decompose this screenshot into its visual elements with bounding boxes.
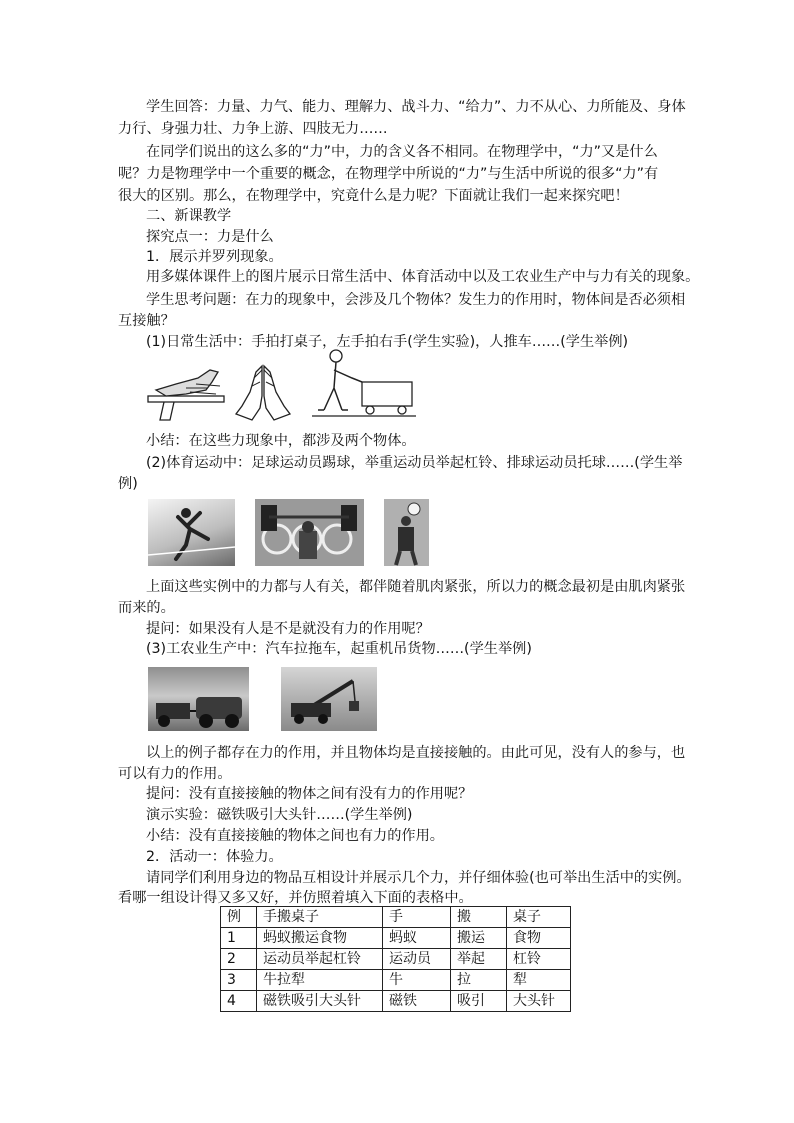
paragraph-conclusion-cont: 可以有力的作用。 [118, 766, 232, 782]
table-row [221, 928, 571, 949]
crane-lifting-cargo-photo [281, 667, 377, 731]
paragraph-multimedia: 用多媒体课件上的图片展示日常生活中、体育活动中以及工农业生产中与力有关的现象。 [146, 269, 700, 285]
table-cell: 磁铁吸引大头针 [257, 991, 383, 1012]
paragraph-sports: (2)体育运动中：足球运动员踢球，举重运动员举起杠铃、排球运动员托球……(学生举 [146, 455, 683, 471]
paragraph-intro-3: 很大的区别。那么，在物理学中，究竟什么是力呢？下面就让我们一起来探究吧！ [118, 188, 629, 204]
table-cell: 吸引 [451, 991, 507, 1012]
table-cell: 3 [221, 970, 257, 991]
paragraph-summary-1: 小结：在这些力现象中，都涉及两个物体。 [146, 433, 416, 449]
table-cell: 例 [221, 907, 257, 928]
table-cell: 食物 [507, 928, 571, 949]
paragraph-intro: 在同学们说出的这么多的“力”中，力的含义各不相同。在物理学中，“力”又是什么 [146, 144, 658, 160]
paragraph-question-3: 提问：没有直接接触的物体之间有没有力的作用呢？ [146, 786, 473, 802]
table-cell: 2 [221, 949, 257, 970]
paragraph-student-answer: 学生回答：力量、力气、能力、理解力、战斗力、“给力”、力不从心、力所能及、身体 [146, 99, 686, 115]
car-towing-trailer-photo [148, 667, 249, 731]
table-cell: 牛 [383, 970, 451, 991]
paragraph-student-answer-cont: 力行、身强力壮、力争上游、四肢无力…… [118, 121, 388, 137]
table-cell: 杠铃 [507, 949, 571, 970]
table-cell: 手搬桌子 [257, 907, 383, 928]
table-row [221, 949, 571, 970]
volleyball-player-photo [384, 499, 429, 566]
weightlifter-photo [255, 499, 364, 566]
paragraph-conclusion: 以上的例子都存在力的作用，并且物体均是直接接触的。由此可见，没有人的参与，也 [146, 745, 686, 761]
soccer-player-photo [148, 499, 235, 566]
paragraph-question-2: 提问：如果没有人是不是就没有力的作用呢？ [146, 621, 430, 637]
table-cell: 大头针 [507, 991, 571, 1012]
table-cell: 手 [383, 907, 451, 928]
person-pushing-cart-illustration [312, 348, 416, 420]
table-cell: 牛拉犁 [257, 970, 383, 991]
table-cell: 举起 [451, 949, 507, 970]
table-cell: 搬 [451, 907, 507, 928]
paragraph-industry: (3)工农业生产中：汽车拉拖车，起重机吊货物……(学生举例) [146, 641, 532, 657]
table-cell: 拉 [451, 970, 507, 991]
table-row [221, 991, 571, 1012]
table-cell: 蚂蚁搬运食物 [257, 928, 383, 949]
table-cell: 运动员举起杠铃 [257, 949, 383, 970]
paragraph-intro-2: 呢？力是物理学中一个重要的概念，在物理学中所说的“力”与生活中所说的很多“力”有 [118, 166, 659, 182]
table-cell: 搬运 [451, 928, 507, 949]
paragraph-sports-cont: 例) [118, 476, 138, 492]
table-cell: 磁铁 [383, 991, 451, 1012]
hand-slapping-table-illustration [146, 360, 228, 422]
force-examples-table [220, 906, 571, 1012]
activity-heading: 2．活动一：体验力。 [146, 849, 283, 865]
paragraph-summary-2: 小结：没有直接接触的物体之间也有力的作用。 [146, 828, 444, 844]
paragraph-question: 学生思考问题：在力的现象中，会涉及几个物体？发生力的作用时，物体间是否必须相 [146, 292, 686, 308]
step-heading: 1．展示并罗列现象。 [146, 249, 283, 265]
paragraph-muscle: 上面这些实例中的力都与人有关，都伴随着肌肉紧张，所以力的概念最初是由肌肉紧张 [146, 579, 686, 595]
table-cell: 运动员 [383, 949, 451, 970]
paragraph-daily-life: (1)日常生活中：手拍打桌子，左手拍右手(学生实验)，人推车……(学生举例) [146, 334, 629, 350]
section-heading: 二、新课教学 [146, 208, 232, 224]
table-cell: 桌子 [507, 907, 571, 928]
table-cell: 蚂蚁 [383, 928, 451, 949]
table-cell: 犁 [507, 970, 571, 991]
paragraph-activity: 请同学们利用身边的物品互相设计并展示几个力，并仔细体验(也可举出生活中的实例。 [146, 870, 691, 886]
table-row [221, 970, 571, 991]
table-row [221, 907, 571, 928]
table-cell: 1 [221, 928, 257, 949]
clapping-hands-illustration [232, 362, 294, 426]
subsection-heading: 探究点一：力是什么 [146, 229, 274, 245]
paragraph-activity-cont: 看哪一组设计得又多又好，并仿照着填入下面的表格中。 [118, 890, 473, 906]
table-cell: 4 [221, 991, 257, 1012]
paragraph-muscle-cont: 而来的。 [118, 600, 175, 616]
paragraph-demo: 演示实验：磁铁吸引大头针……(学生举例) [146, 807, 413, 823]
paragraph-question-cont: 互接触？ [118, 313, 175, 329]
